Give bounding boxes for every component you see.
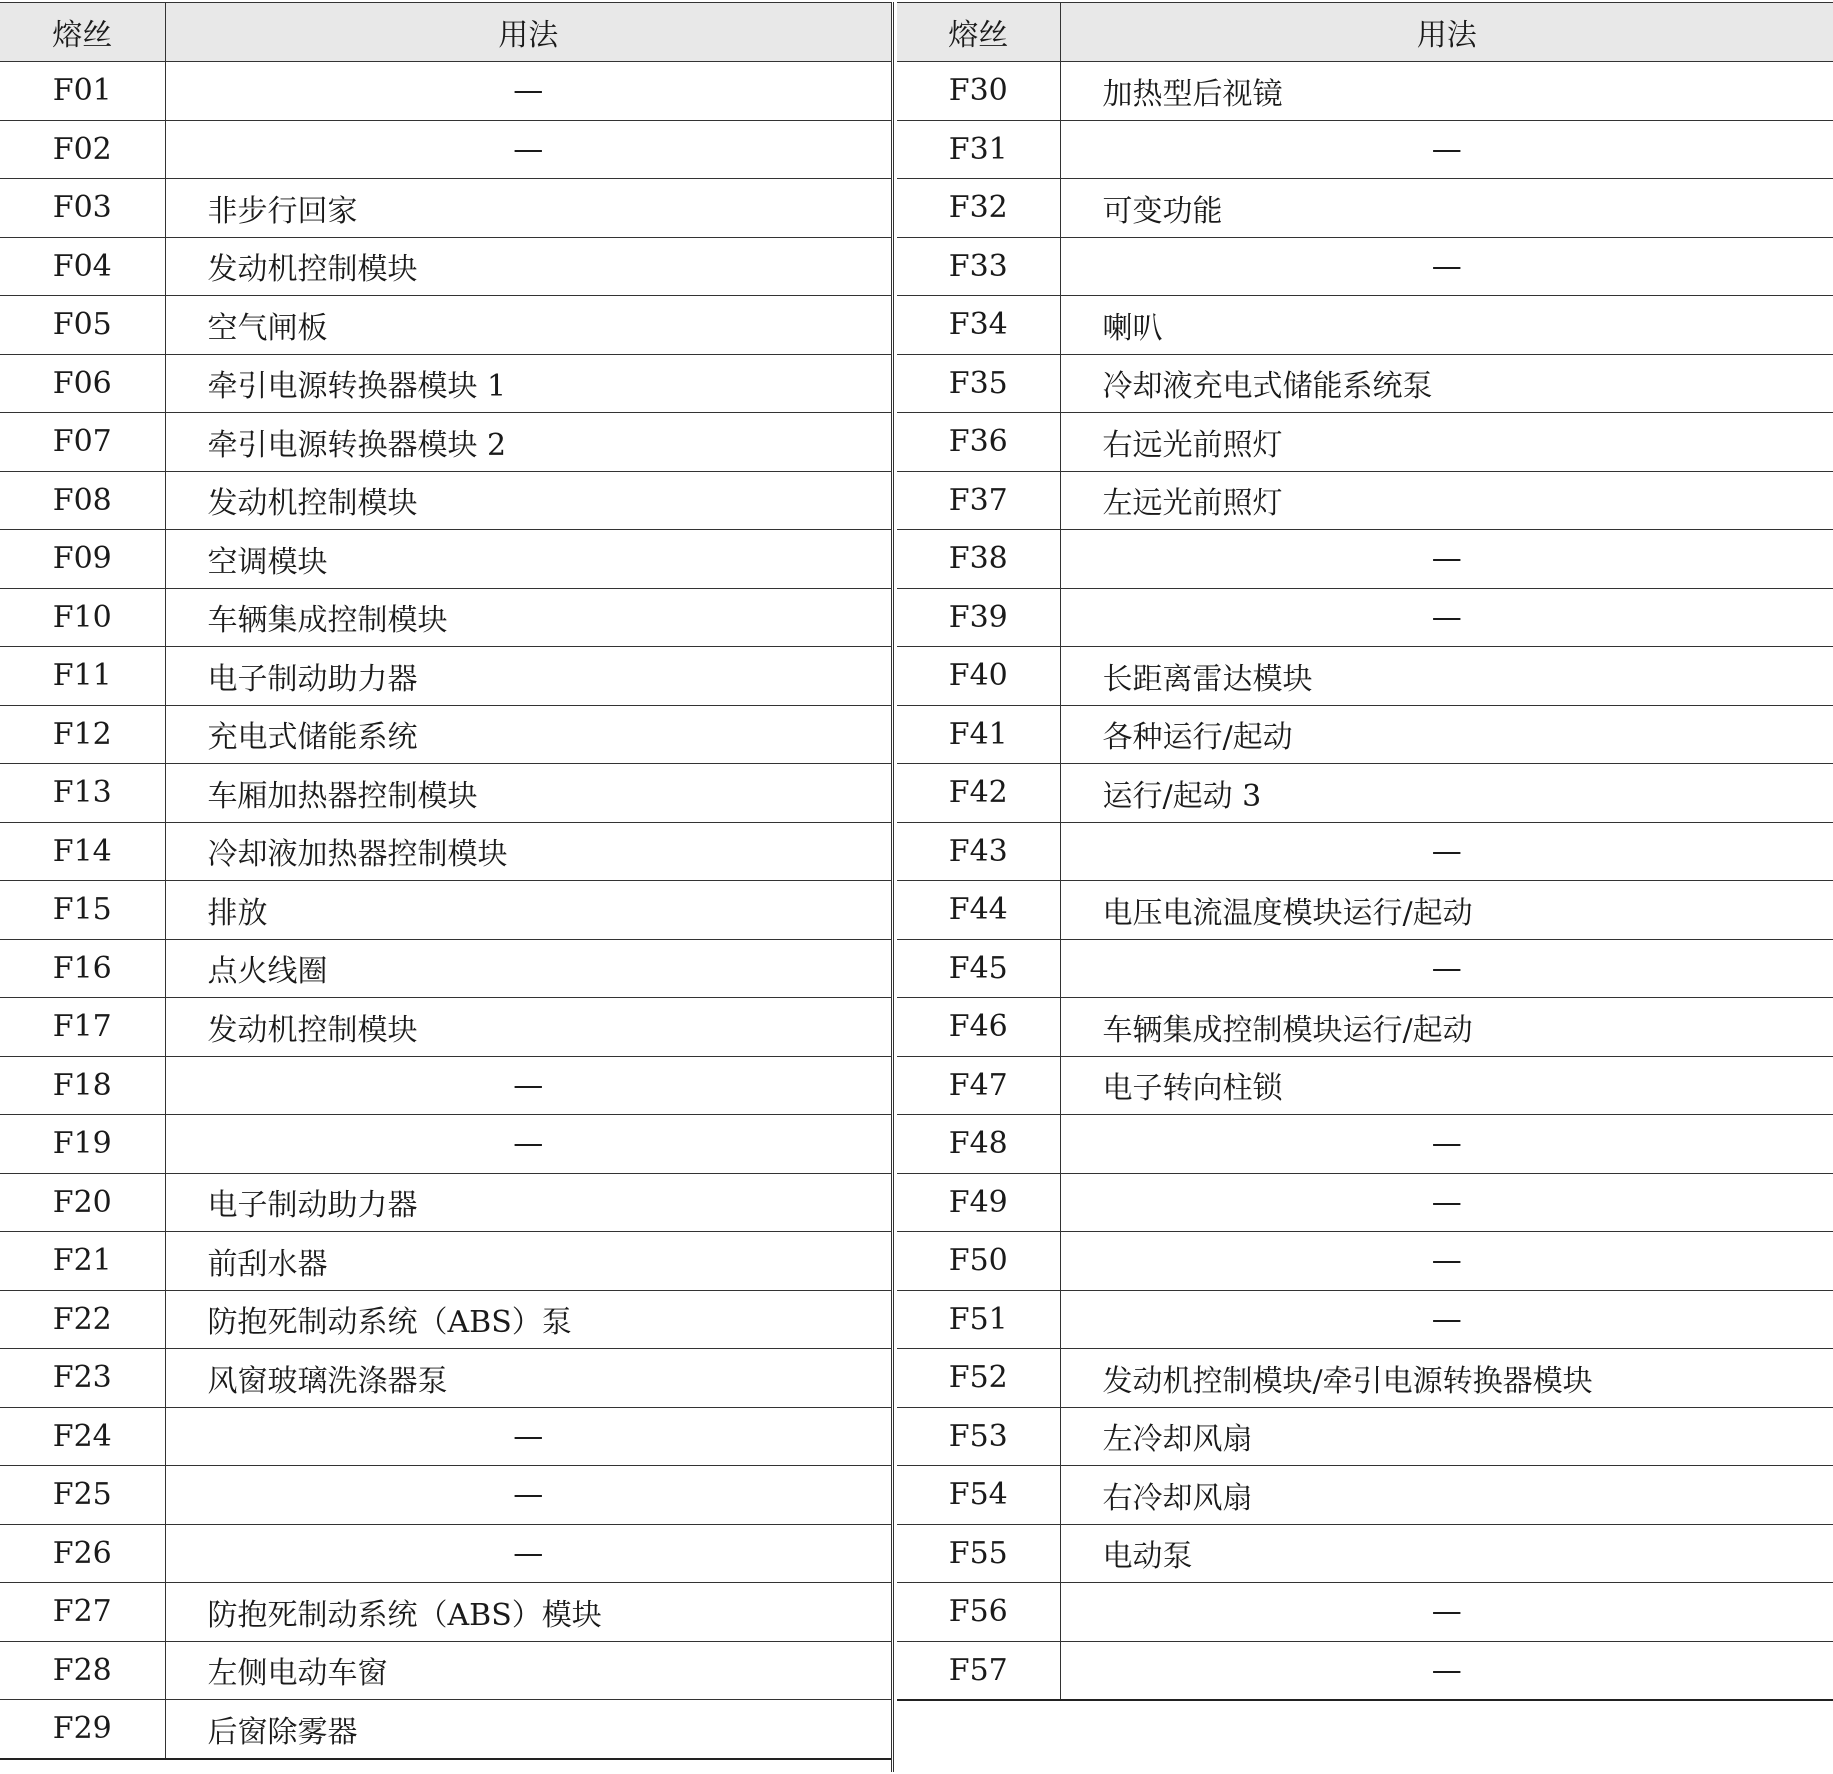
table-header-row <box>897 3 1833 62</box>
fuse-id-cell: F18 <box>0 1056 165 1115</box>
fuse-id-cell: F47 <box>897 1056 1060 1115</box>
usage-cell: 点火线圈 <box>165 939 891 998</box>
fuse-id-cell: F14 <box>0 822 165 881</box>
usage-cell: 右冷却风扇 <box>1060 1466 1833 1525</box>
table-row <box>0 998 891 1057</box>
usage-cell: 左远光前照灯 <box>1060 471 1833 530</box>
table-row <box>0 1173 891 1232</box>
fuse-id-cell: F46 <box>897 998 1060 1057</box>
fuse-table-right <box>897 2 1833 1701</box>
table-row <box>897 179 1833 238</box>
table-row <box>897 237 1833 296</box>
table-row <box>0 471 891 530</box>
table-row <box>897 120 1833 179</box>
fuse-id-cell: F48 <box>897 1115 1060 1174</box>
usage-cell: 电子制动助力器 <box>165 647 891 706</box>
fuse-id-cell: F29 <box>0 1700 165 1759</box>
table-row <box>0 530 891 589</box>
usage-cell: — <box>165 1466 891 1525</box>
table-row <box>0 237 891 296</box>
fuse-id-cell: F21 <box>0 1232 165 1291</box>
fuse-id-cell: F35 <box>897 354 1060 413</box>
usage-cell: 电子制动助力器 <box>165 1173 891 1232</box>
table-row <box>0 1056 891 1115</box>
usage-cell: 运行/起动 3 <box>1060 764 1833 823</box>
fuse-id-cell: F11 <box>0 647 165 706</box>
fuse-id-cell: F31 <box>897 120 1060 179</box>
fuse-id-cell: F57 <box>897 1641 1060 1700</box>
table-row <box>897 939 1833 998</box>
table-row <box>0 413 891 472</box>
table-row <box>0 296 891 355</box>
usage-cell: 牵引电源转换器模块 1 <box>165 354 891 413</box>
fuse-id-cell: F50 <box>897 1232 1060 1291</box>
table-row <box>0 939 891 998</box>
usage-cell: 防抱死制动系统（ABS）模块 <box>165 1583 891 1642</box>
fuse-id-cell: F10 <box>0 588 165 647</box>
usage-cell: — <box>1060 237 1833 296</box>
table-row <box>897 296 1833 355</box>
table-row <box>897 1466 1833 1525</box>
usage-cell: 风窗玻璃洗涤器泵 <box>165 1349 891 1408</box>
fuse-id-cell: F52 <box>897 1349 1060 1408</box>
usage-cell: 非步行回家 <box>165 179 891 238</box>
table-row <box>897 1056 1833 1115</box>
usage-cell: — <box>165 1407 891 1466</box>
header-fuse: 熔丝 <box>0 3 165 62</box>
table-row <box>897 881 1833 940</box>
table-row <box>897 1583 1833 1642</box>
fuse-id-cell: F06 <box>0 354 165 413</box>
header-usage: 用法 <box>165 3 891 62</box>
header-usage: 用法 <box>1060 3 1833 62</box>
usage-cell: 喇叭 <box>1060 296 1833 355</box>
usage-cell: — <box>1060 822 1833 881</box>
table-row <box>0 62 891 121</box>
fuse-id-cell: F32 <box>897 179 1060 238</box>
usage-cell: 排放 <box>165 881 891 940</box>
table-row <box>897 530 1833 589</box>
fuse-id-cell: F36 <box>897 413 1060 472</box>
table-row <box>0 881 891 940</box>
fuse-id-cell: F55 <box>897 1524 1060 1583</box>
usage-cell: 冷却液加热器控制模块 <box>165 822 891 881</box>
table-row <box>0 354 891 413</box>
table-row <box>897 1173 1833 1232</box>
fuse-id-cell: F24 <box>0 1407 165 1466</box>
fuse-id-cell: F28 <box>0 1641 165 1700</box>
table-row <box>897 1641 1833 1700</box>
usage-cell: 电子转向柱锁 <box>1060 1056 1833 1115</box>
usage-cell: 左冷却风扇 <box>1060 1407 1833 1466</box>
usage-cell: — <box>1060 1641 1833 1700</box>
usage-cell: 空气闸板 <box>165 296 891 355</box>
fuse-id-cell: F56 <box>897 1583 1060 1642</box>
fuse-id-cell: F03 <box>0 179 165 238</box>
fuse-id-cell: F01 <box>0 62 165 121</box>
fuse-id-cell: F51 <box>897 1290 1060 1349</box>
table-row <box>0 1115 891 1174</box>
usage-cell: 空调模块 <box>165 530 891 589</box>
usage-cell: 加热型后视镜 <box>1060 62 1833 121</box>
fuse-id-cell: F05 <box>0 296 165 355</box>
fuse-id-cell: F39 <box>897 588 1060 647</box>
usage-cell: 前刮水器 <box>165 1232 891 1291</box>
table-row <box>0 1466 891 1525</box>
usage-cell: 电压电流温度模块运行/起动 <box>1060 881 1833 940</box>
fuse-id-cell: F25 <box>0 1466 165 1525</box>
fuse-id-cell: F23 <box>0 1349 165 1408</box>
table-row <box>897 62 1833 121</box>
table-row <box>897 1232 1833 1291</box>
usage-cell: 电动泵 <box>1060 1524 1833 1583</box>
fuse-table-right-body <box>897 62 1833 1701</box>
table-row <box>0 1290 891 1349</box>
usage-cell: — <box>1060 1290 1833 1349</box>
table-row <box>897 588 1833 647</box>
table-row <box>0 179 891 238</box>
table-row <box>897 1407 1833 1466</box>
fuse-table-left-body <box>0 62 891 1759</box>
fuse-id-cell: F09 <box>0 530 165 589</box>
usage-cell: — <box>165 120 891 179</box>
table-row <box>0 1232 891 1291</box>
usage-cell: — <box>1060 939 1833 998</box>
fuse-id-cell: F08 <box>0 471 165 530</box>
fuse-id-cell: F02 <box>0 120 165 179</box>
table-row <box>897 998 1833 1057</box>
fuse-id-cell: F07 <box>0 413 165 472</box>
usage-cell: 可变功能 <box>1060 179 1833 238</box>
fuse-id-cell: F16 <box>0 939 165 998</box>
usage-cell: 防抱死制动系统（ABS）泵 <box>165 1290 891 1349</box>
usage-cell: 车厢加热器控制模块 <box>165 764 891 823</box>
fuse-id-cell: F49 <box>897 1173 1060 1232</box>
fuse-id-cell: F34 <box>897 296 1060 355</box>
table-row <box>0 1641 891 1700</box>
usage-cell: 后窗除雾器 <box>165 1700 891 1759</box>
table-row <box>0 1583 891 1642</box>
table-row <box>0 1349 891 1408</box>
table-row <box>0 1700 891 1759</box>
usage-cell: 各种运行/起动 <box>1060 705 1833 764</box>
fuse-id-cell: F45 <box>897 939 1060 998</box>
table-row <box>0 1524 891 1583</box>
fuse-id-cell: F04 <box>0 237 165 296</box>
fuse-id-cell: F53 <box>897 1407 1060 1466</box>
table-row <box>0 705 891 764</box>
usage-cell: — <box>1060 1115 1833 1174</box>
usage-cell: — <box>165 62 891 121</box>
fuse-id-cell: F15 <box>0 881 165 940</box>
fuse-id-cell: F19 <box>0 1115 165 1174</box>
table-row <box>897 647 1833 706</box>
fuse-id-cell: F41 <box>897 705 1060 764</box>
fuse-id-cell: F38 <box>897 530 1060 589</box>
table-row <box>897 1290 1833 1349</box>
fuse-id-cell: F40 <box>897 647 1060 706</box>
usage-cell: 发动机控制模块/牵引电源转换器模块 <box>1060 1349 1833 1408</box>
usage-cell: — <box>1060 530 1833 589</box>
table-row <box>897 471 1833 530</box>
fuse-id-cell: F43 <box>897 822 1060 881</box>
fuse-id-cell: F27 <box>0 1583 165 1642</box>
usage-cell: 右远光前照灯 <box>1060 413 1833 472</box>
usage-cell: 发动机控制模块 <box>165 471 891 530</box>
usage-cell: 发动机控制模块 <box>165 998 891 1057</box>
fuse-id-cell: F42 <box>897 764 1060 823</box>
fuse-id-cell: F12 <box>0 705 165 764</box>
table-row <box>897 354 1833 413</box>
table-row <box>0 120 891 179</box>
table-row <box>897 764 1833 823</box>
table-row <box>897 705 1833 764</box>
usage-cell: 长距离雷达模块 <box>1060 647 1833 706</box>
usage-cell: 充电式储能系统 <box>165 705 891 764</box>
table-row <box>0 1407 891 1466</box>
table-header-row <box>0 3 891 62</box>
usage-cell: 车辆集成控制模块运行/起动 <box>1060 998 1833 1057</box>
usage-cell: 冷却液充电式储能系统泵 <box>1060 354 1833 413</box>
table-row <box>0 764 891 823</box>
table-row <box>897 822 1833 881</box>
usage-cell: — <box>165 1115 891 1174</box>
usage-cell: — <box>165 1056 891 1115</box>
usage-cell: — <box>1060 588 1833 647</box>
usage-cell: — <box>1060 1583 1833 1642</box>
usage-cell: — <box>1060 120 1833 179</box>
table-row <box>897 1524 1833 1583</box>
fuse-id-cell: F33 <box>897 237 1060 296</box>
fuse-id-cell: F54 <box>897 1466 1060 1525</box>
usage-cell: 发动机控制模块 <box>165 237 891 296</box>
fuse-id-cell: F44 <box>897 881 1060 940</box>
table-divider <box>891 2 894 1772</box>
fuse-id-cell: F20 <box>0 1173 165 1232</box>
usage-cell: — <box>1060 1173 1833 1232</box>
fuse-id-cell: F26 <box>0 1524 165 1583</box>
table-row <box>897 413 1833 472</box>
fuse-id-cell: F30 <box>897 62 1060 121</box>
usage-cell: 牵引电源转换器模块 2 <box>165 413 891 472</box>
usage-cell: — <box>1060 1232 1833 1291</box>
usage-cell: — <box>165 1524 891 1583</box>
fuse-id-cell: F13 <box>0 764 165 823</box>
header-fuse: 熔丝 <box>897 3 1060 62</box>
usage-cell: 车辆集成控制模块 <box>165 588 891 647</box>
table-row <box>897 1115 1833 1174</box>
fuse-id-cell: F37 <box>897 471 1060 530</box>
table-row <box>0 588 891 647</box>
usage-cell: 左侧电动车窗 <box>165 1641 891 1700</box>
table-row <box>0 822 891 881</box>
fuse-id-cell: F17 <box>0 998 165 1057</box>
fuse-id-cell: F22 <box>0 1290 165 1349</box>
table-row <box>0 647 891 706</box>
fuse-table-left <box>0 2 891 1760</box>
